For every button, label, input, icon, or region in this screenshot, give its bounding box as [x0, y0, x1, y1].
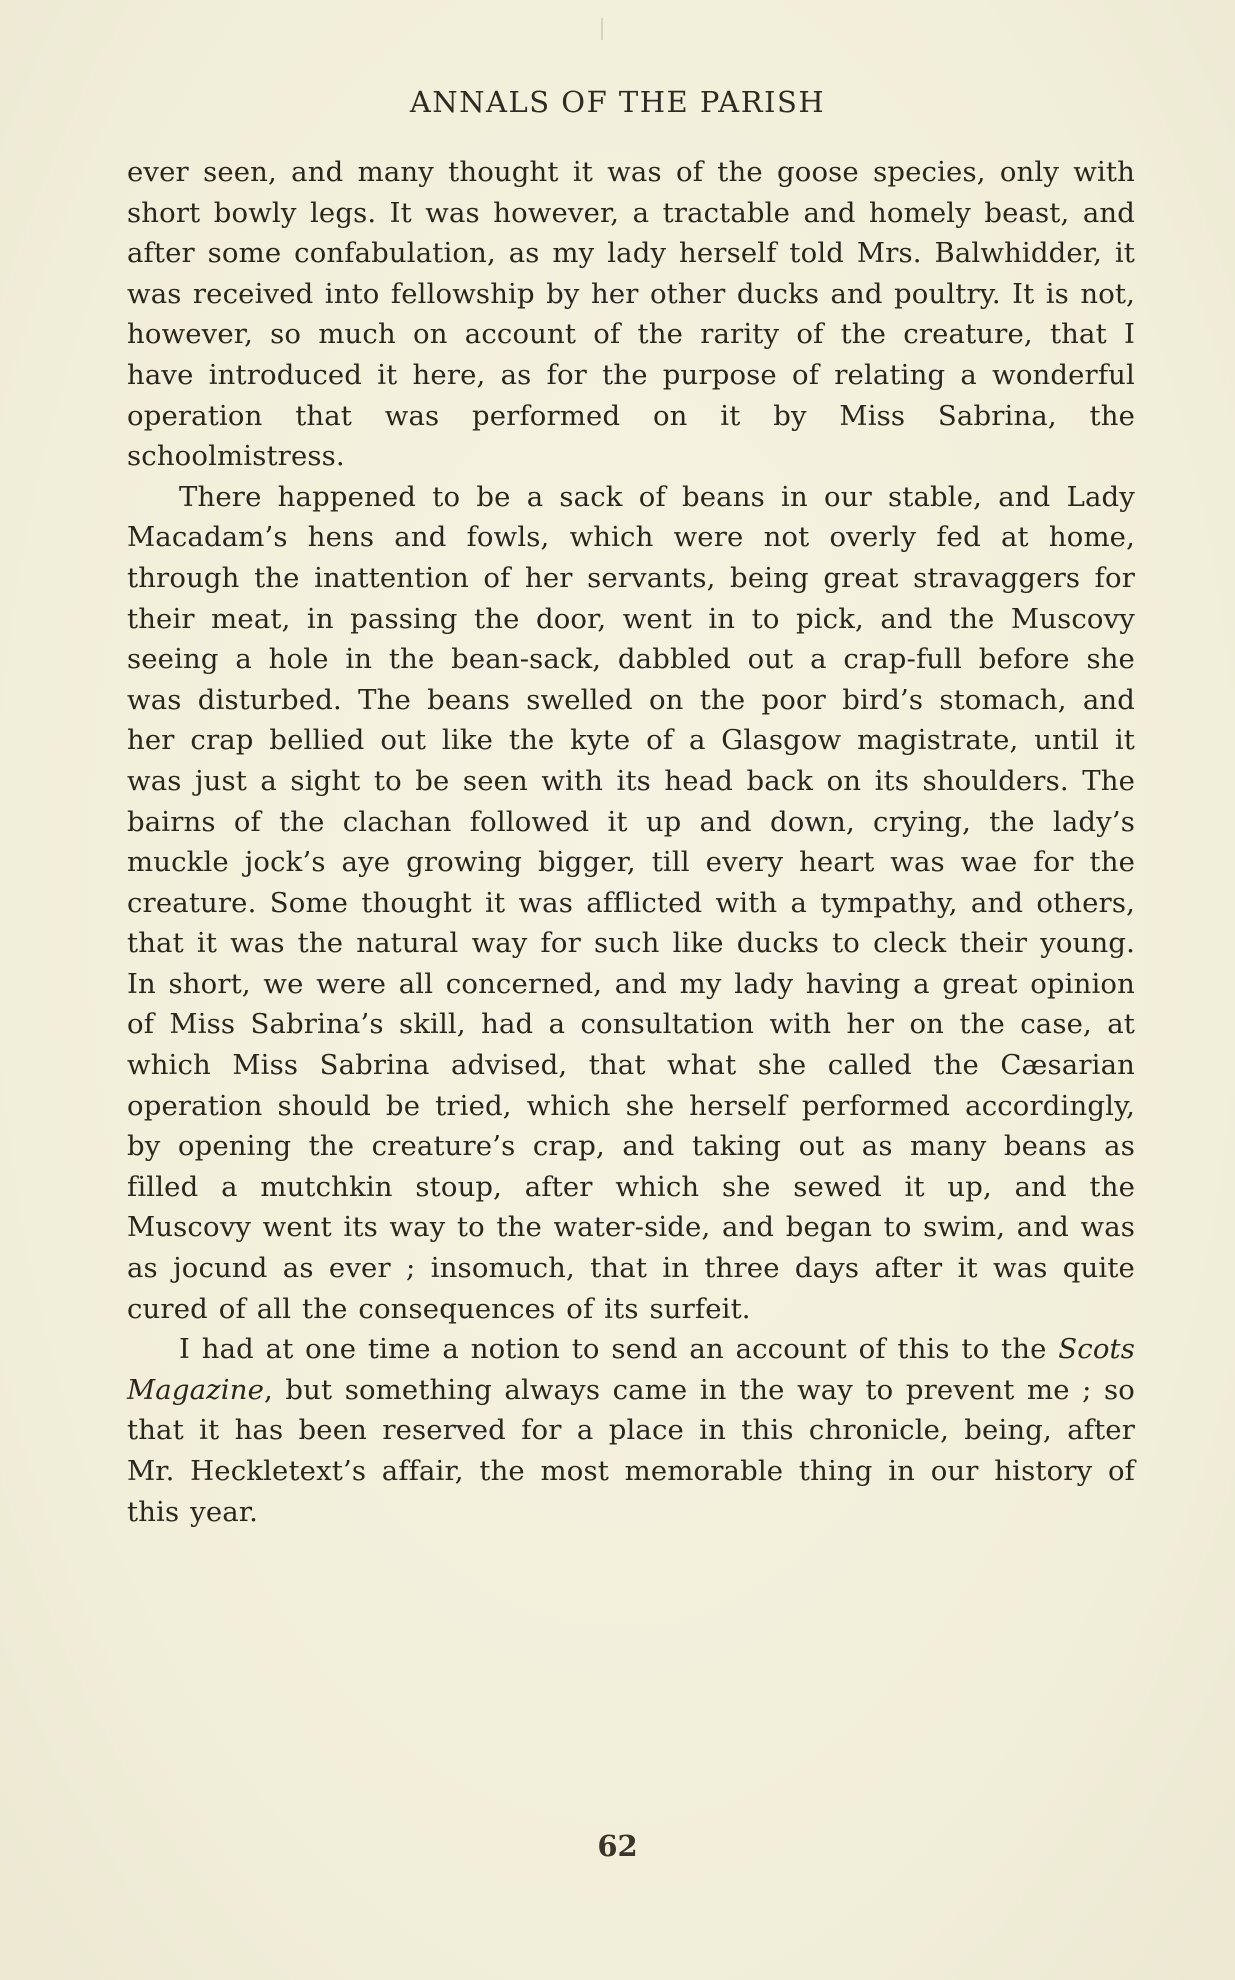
running-title: ANNALS OF THE PARISH [409, 85, 826, 119]
paragraph-1: ever seen, and many thought it was of the goose species, only with short bowly legs. It was however, a tractable and homely beast, and after some confabulation, as my lady herself told Mrs. Balwhidder, it was received into fellowship by her other ducks and poultry. It is not, however, so much on account of the rarity of the creature, that I have introduced it here, as for the purpose of relating a wonderful operation that was performed on it by Miss Sabrina, the schoolmistress. [127, 156, 1135, 473]
body-text [127, 152, 1135, 1532]
paragraph-2: There happened to be a sack of beans in our stable, and Lady Macadam’s hens and fowls, which were not overly fed at home, through the inattention of her servants, being great stravaggers for their meat, in passing the door, went in to pick, and the Muscovy seeing a hole in the bean-sack, dabbled out a crap-full before she was disturbed. The beans swelled on the poor bird’s stomach, and her crap bellied out like the kyte of a Glasgow magistrate, until it was just a sight to be seen with its head back on its shoulders. The bairns of the clachan followed it up and down, crying, the lady’s muckle jock’s aye growing bigger, till every heart was wae for the creature. Some thought it was afflicted with a tympathy, and others, that it was the natural way for such like ducks to cleck their young. In short, we were all concerned, and my lady having a great opinion of Miss Sabrina’s skill, had a consultation with her on the case, at which Miss Sabrina advised, that what she called the Cæsarian operation should be tried, which she herself performed accordingly, by opening the creature’s crap, and taking out as many beans as filled a mutchkin stoup, after which she sewed it up, and the Muscovy went its way to the water-side, and began to swim, and was as jocund as ever ; insomuch, that in three days after it was quite cured of all the consequences of its surfeit. [127, 480, 1135, 1325]
paragraph-3-text-a: I had at one time a notion to send an account of this to the [179, 1333, 1047, 1366]
paragraph-3-text-b: , but something always came in the way to prevent me ; so that it has been reserved for a place in this chronicle, being, after Mr. Heckletext’s affair, the most memorable thing in our history of this year. [127, 1373, 1135, 1528]
page-number: 62 [597, 1829, 638, 1863]
gutter-mark [601, 18, 603, 40]
magazine-title: Scots Magazine [127, 1333, 1135, 1406]
paragraph-3 [127, 1329, 1135, 1532]
